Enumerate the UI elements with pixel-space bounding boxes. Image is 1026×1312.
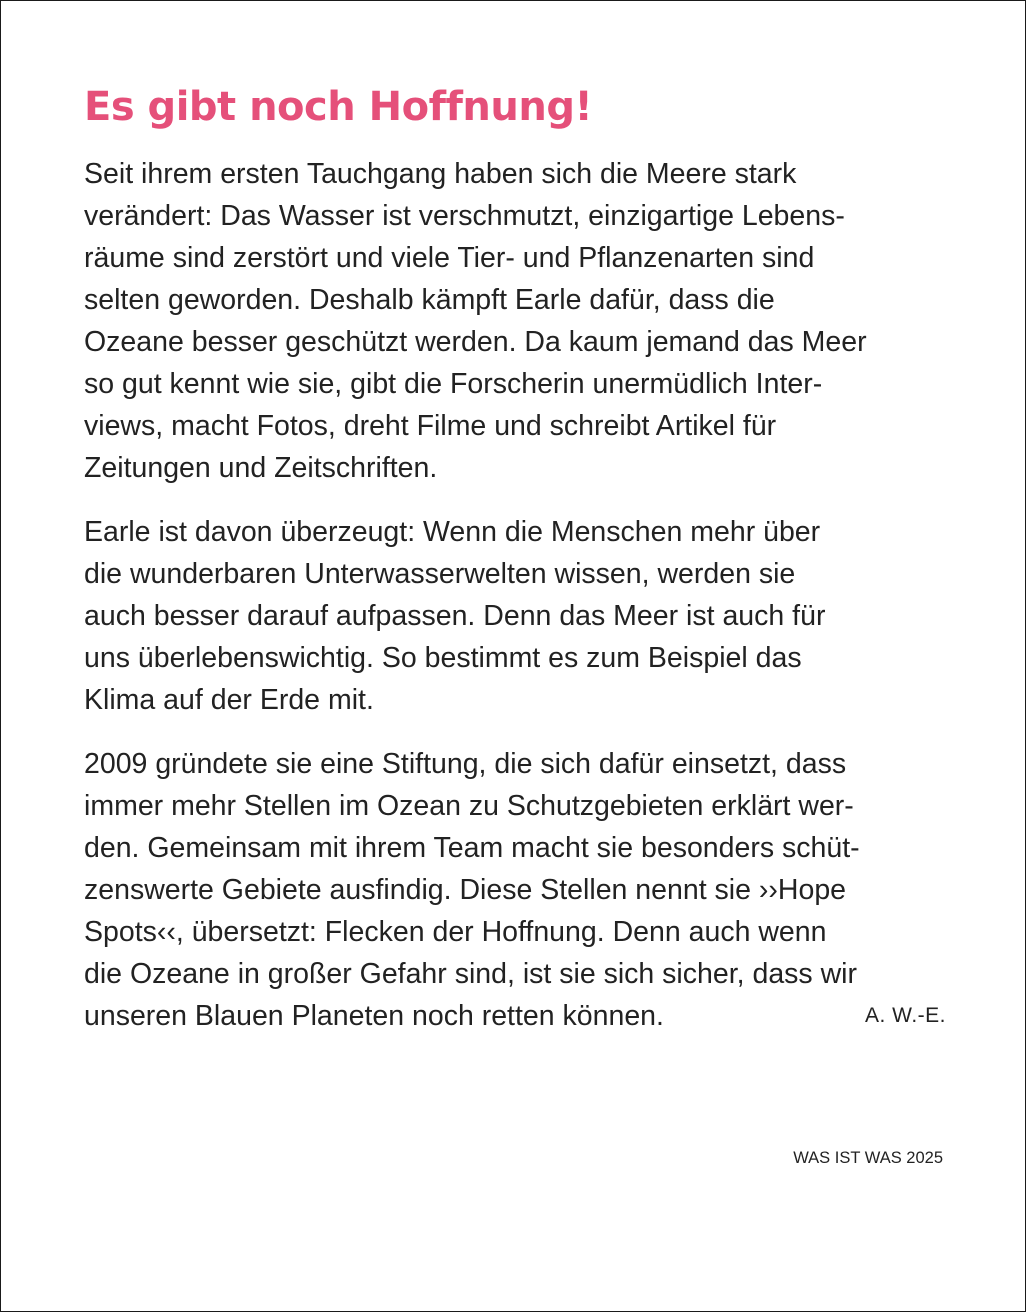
text-line: die Ozeane in großer Gefahr sind, ist sie sich sicher, dass wir: [84, 958, 857, 990]
text-line: auch besser darauf aufpassen. Denn das Meer ist auch für: [84, 600, 826, 632]
author-signature: A. W.-E.: [864, 1004, 946, 1027]
text-line: Zeitungen und Zeitschriften.: [84, 452, 438, 484]
text-line: Earle ist davon überzeugt: Wenn die Menschen mehr über: [84, 516, 821, 548]
paragraph-2: [84, 511, 946, 721]
text-line: räume sind zerstört und viele Tier- und Pflanzenarten sind: [84, 242, 815, 274]
text-line: 2009 gründete sie eine Stiftung, die sich dafür einsetzt, dass: [84, 748, 847, 780]
text-line: Seit ihrem ersten Tauchgang haben sich die Meere stark: [84, 158, 797, 190]
text-line: selten geworden. Deshalb kämpft Earle dafür, dass die: [84, 284, 775, 316]
text-line: unseren Blauen Planeten noch retten können.: [84, 1000, 664, 1032]
article-title: Es gibt noch Hoffnung!: [84, 84, 593, 130]
footer-copyright: WAS IST WAS 2025: [793, 1149, 943, 1167]
text-line: zenswerte Gebiete ausfindig. Diese Stellen nennt sie ››Hope: [84, 874, 847, 906]
text-line: die wunderbaren Unterwasserwelten wissen, werden sie: [84, 558, 796, 590]
text-line: immer mehr Stellen im Ozean zu Schutzgebieten erklärt wer-: [84, 790, 854, 822]
paragraph-3: [84, 743, 946, 1037]
text-line: Ozeane besser geschützt werden. Da kaum jemand das Meer: [84, 326, 867, 358]
text-line: views, macht Fotos, dreht Filme und schreibt Artikel für: [84, 410, 777, 442]
text-line: verändert: Das Wasser ist verschmutzt, einzigartige Lebens-: [84, 200, 845, 232]
paragraph-1: [84, 153, 946, 489]
text-line: Spots‹‹, übersetzt: Flecken der Hoffnung. Denn auch wenn: [84, 916, 827, 948]
article: [84, 83, 946, 1059]
text-line: so gut kennt wie sie, gibt die Forscherin unermüdlich Inter-: [84, 368, 823, 400]
text-line: Klima auf der Erde mit.: [84, 684, 374, 716]
text-line: den. Gemeinsam mit ihrem Team macht sie besonders schüt-: [84, 832, 860, 864]
last-text-line: [84, 995, 946, 1037]
text-line: uns überlebenswichtig. So bestimmt es zum Beispiel das: [84, 642, 802, 674]
